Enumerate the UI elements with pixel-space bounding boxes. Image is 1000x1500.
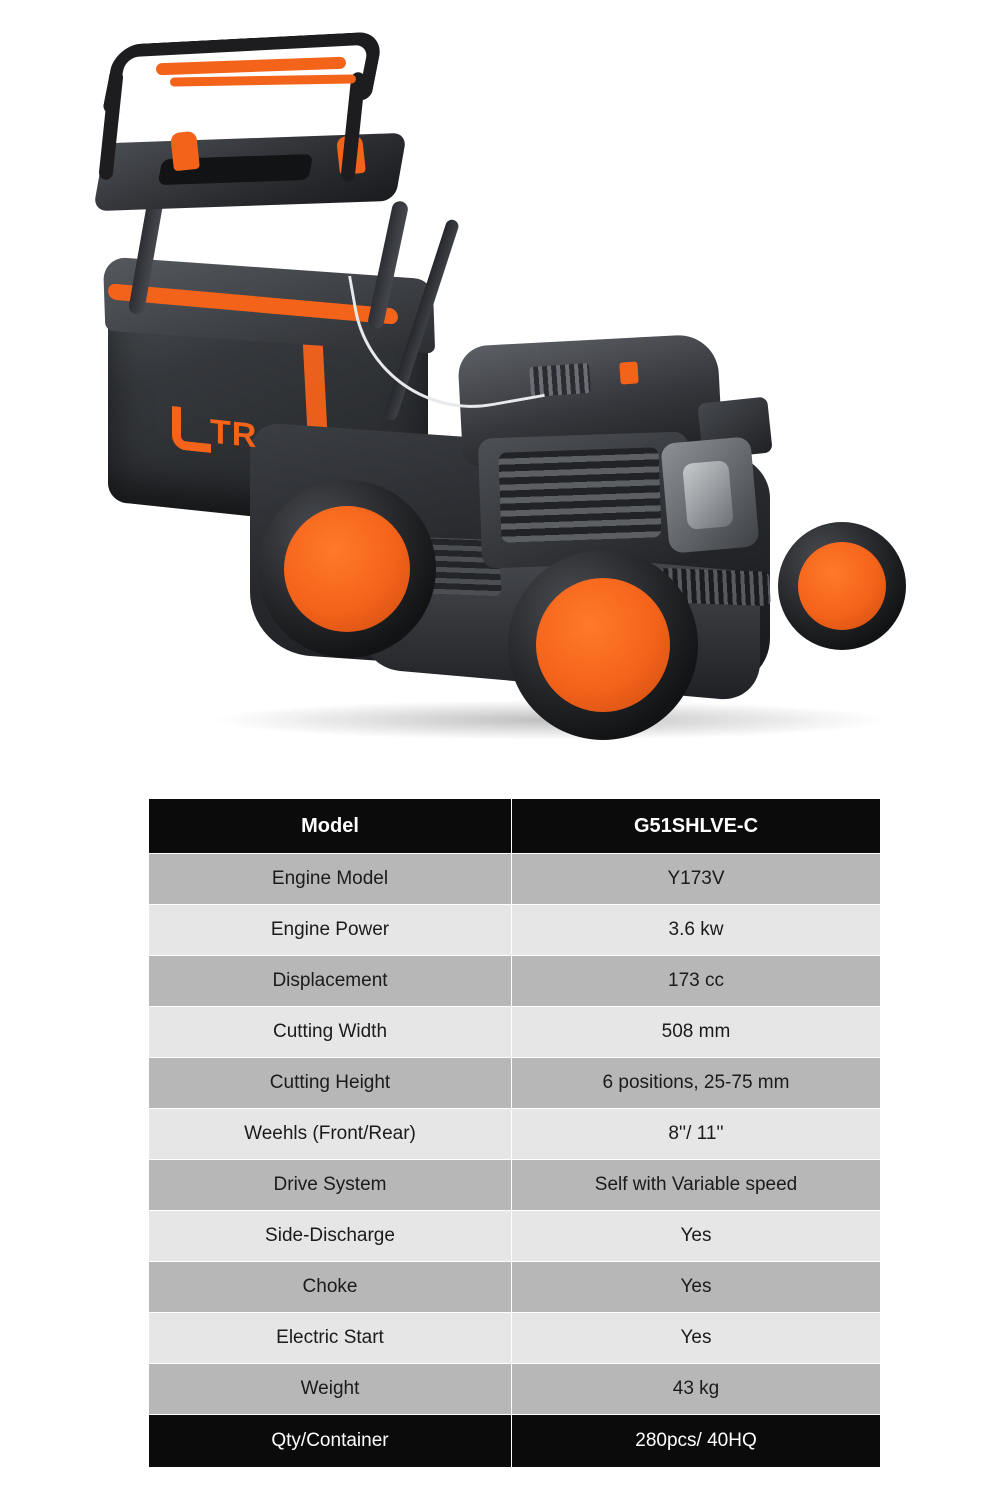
table-row (149, 905, 881, 956)
brand-logo-text: TR (210, 412, 258, 456)
spec-value: 3.6 kw (512, 905, 881, 956)
table-footer-row (149, 1415, 881, 1468)
spec-value: 173 cc (512, 956, 881, 1007)
muffler (682, 460, 734, 530)
spec-value: Yes (512, 1211, 881, 1262)
spec-value: 43 kg (512, 1364, 881, 1415)
wheel-left-front (508, 550, 698, 740)
table-header-row (149, 799, 881, 854)
table-row (149, 854, 881, 905)
footer-value-cell: 280pcs/ 40HQ (512, 1415, 881, 1468)
specification-table-body (149, 799, 881, 1468)
table-row (149, 1007, 881, 1058)
spec-value: 8''/ 11'' (512, 1109, 881, 1160)
spec-value: Yes (512, 1262, 881, 1313)
table-row (149, 1211, 881, 1262)
table-row (149, 1364, 881, 1415)
spec-value: 508 mm (512, 1007, 881, 1058)
spec-value: Y173V (512, 854, 881, 905)
wheel-rim-left-front (536, 578, 670, 712)
brand-logo-mark-icon (172, 406, 211, 453)
wheel-rim-right-rear (798, 542, 886, 630)
spec-label: Cutting Width (149, 1007, 512, 1058)
table-row (149, 1313, 881, 1364)
spec-label: Engine Model (149, 854, 512, 905)
spec-label: Weight (149, 1364, 512, 1415)
handle-bar (102, 31, 385, 114)
spec-label: Weehls (Front/Rear) (149, 1109, 512, 1160)
table-row (149, 1109, 881, 1160)
spec-label: Engine Power (149, 905, 512, 956)
table-row (149, 1262, 881, 1313)
specification-table-wrapper (148, 798, 874, 1468)
lawn-mower-illustration (60, 10, 940, 770)
wheel-rim-left-rear (284, 506, 410, 632)
spec-value: Self with Variable speed (512, 1160, 881, 1211)
engine-cooling-fins (498, 447, 661, 543)
spec-label: Displacement (149, 956, 512, 1007)
spec-value: 6 positions, 25-75 mm (512, 1058, 881, 1109)
spec-label: Electric Start (149, 1313, 512, 1364)
engine-badge-icon (619, 361, 638, 384)
wheel-left-rear (258, 480, 436, 658)
table-row (149, 1058, 881, 1109)
specification-table (148, 798, 881, 1468)
header-value-cell: G51SHLVE-C (512, 799, 881, 854)
table-row (149, 956, 881, 1007)
spec-label: Cutting Height (149, 1058, 512, 1109)
footer-label-cell: Qty/Container (149, 1415, 512, 1468)
table-row (149, 1160, 881, 1211)
spec-value: Yes (512, 1313, 881, 1364)
wheel-right-rear (778, 522, 906, 650)
spec-label: Side-Discharge (149, 1211, 512, 1262)
handle-lock-knob-left (170, 131, 200, 172)
spec-label: Choke (149, 1262, 512, 1313)
spec-label: Drive System (149, 1160, 512, 1211)
header-label-cell: Model (149, 799, 512, 854)
